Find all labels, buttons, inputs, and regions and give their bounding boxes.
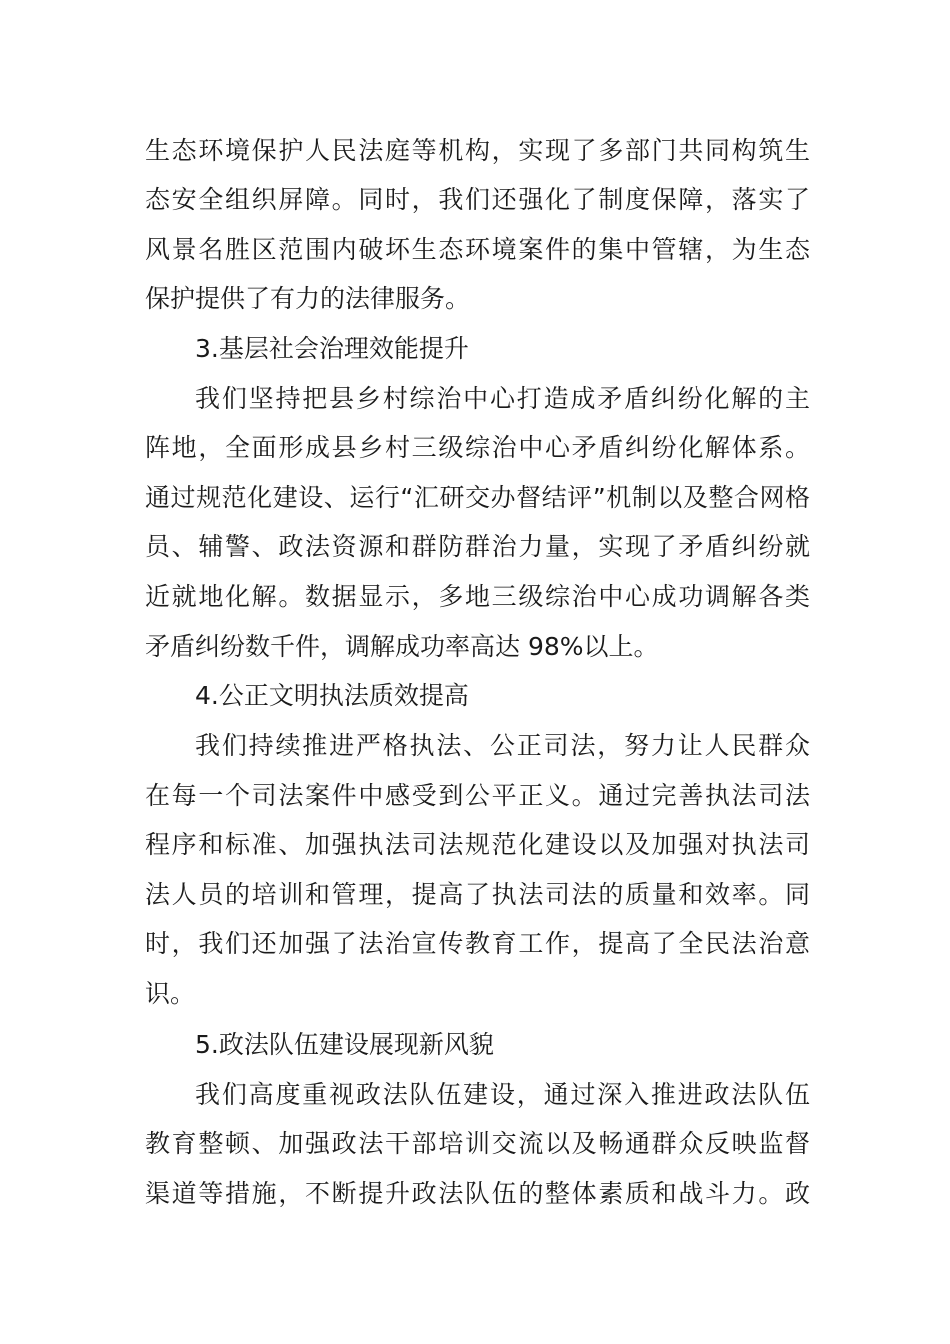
paragraph-line: 风景名胜区范围内破坏生态环境案件的集中管辖，为生态 bbox=[145, 235, 810, 264]
paragraph-line: 法人员的培训和管理，提高了执法司法的质量和效率。同 bbox=[145, 880, 810, 909]
section-heading-4: 4.公正文明执法质效提高 bbox=[195, 681, 469, 710]
paragraph-line: 我们高度重视政法队伍建设，通过深入推进政法队伍 bbox=[195, 1080, 810, 1109]
paragraph-line: 阵地，全面形成县乡村三级综治中心矛盾纠纷化解体系。 bbox=[145, 433, 810, 462]
paragraph-line: 识。 bbox=[145, 979, 196, 1008]
paragraph-line: 保护提供了有力的法律服务。 bbox=[145, 284, 471, 313]
paragraph-line: 我们坚持把县乡村综治中心打造成矛盾纠纷化解的主 bbox=[195, 384, 810, 413]
section-heading-5: 5.政法队伍建设展现新风貌 bbox=[195, 1030, 494, 1059]
paragraph-line: 时，我们还加强了法治宣传教育工作，提高了全民法治意 bbox=[145, 929, 810, 958]
paragraph-line: 我们持续推进严格执法、公正司法，努力让人民群众 bbox=[195, 731, 810, 760]
paragraph-line: 近就地化解。数据显示，多地三级综治中心成功调解各类 bbox=[145, 582, 810, 611]
paragraph-line: 态安全组织屏障。同时，我们还强化了制度保障，落实了 bbox=[145, 185, 810, 214]
paragraph-line: 教育整顿、加强政法干部培训交流以及畅通群众反映监督 bbox=[145, 1129, 810, 1158]
paragraph-line: 在每一个司法案件中感受到公平正义。通过完善执法司法 bbox=[145, 781, 810, 810]
paragraph-line: 员、辅警、政法资源和群防群治力量，实现了矛盾纠纷就 bbox=[145, 532, 810, 561]
paragraph-line: 程序和标准、加强执法司法规范化建设以及加强对执法司 bbox=[145, 830, 810, 859]
paragraph-line: 矛盾纠纷数千件，调解成功率高达 98%以上。 bbox=[145, 632, 659, 661]
paragraph-line: 渠道等措施，不断提升政法队伍的整体素质和战斗力。政 bbox=[145, 1179, 810, 1208]
paragraph-line: 生态环境保护人民法庭等机构，实现了多部门共同构筑生 bbox=[145, 136, 810, 165]
paragraph-line: 通过规范化建设、运行“汇研交办督结评”机制以及整合网格 bbox=[145, 483, 810, 512]
section-heading-3: 3.基层社会治理效能提升 bbox=[195, 334, 469, 363]
